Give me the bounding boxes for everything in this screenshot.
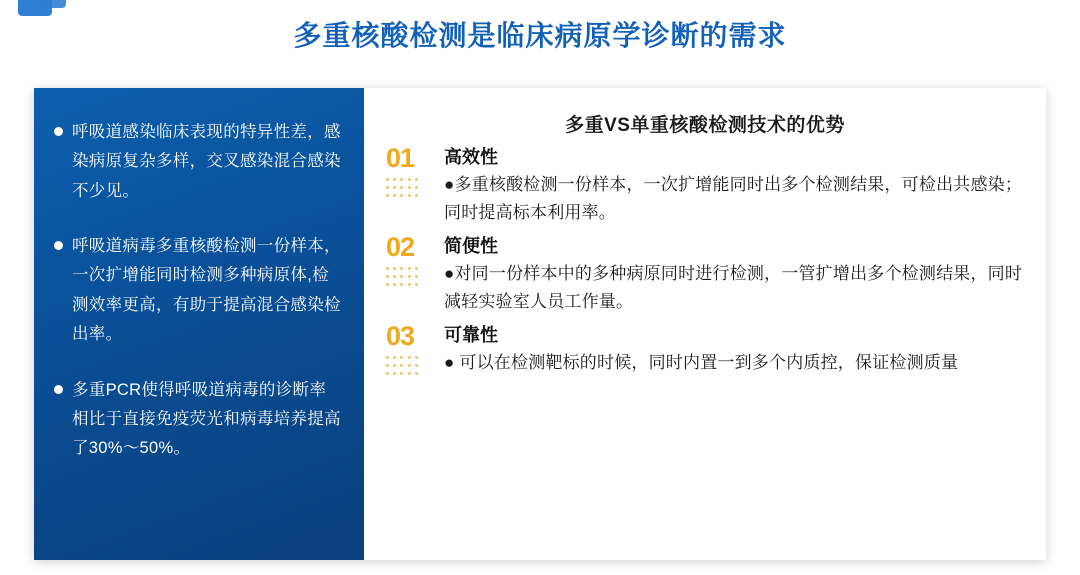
list-item [382, 232, 1028, 315]
content-card [34, 88, 1046, 560]
decorative-corner-mark-secondary [40, 0, 66, 8]
item-paragraph: ● 可以在检测靶标的时候，同时内置一到多个内质控，保证检测质量 [444, 353, 959, 373]
left-panel [34, 88, 364, 560]
dot-grid-icon [386, 178, 420, 200]
item-body [444, 232, 1028, 315]
right-panel [364, 88, 1046, 560]
item-body [444, 143, 1028, 226]
item-number-column [382, 143, 444, 200]
list-item [382, 321, 1028, 378]
dot-grid-icon [386, 356, 420, 378]
list-item [54, 232, 342, 349]
left-bullet-text: 多重PCR使得呼吸道病毒的诊断率相比于直接免疫荧光和病毒培养提高了30%～50%。 [72, 380, 341, 458]
bullet-dot-icon [54, 385, 63, 394]
item-body [444, 321, 1028, 377]
list-item [382, 143, 1028, 226]
item-number: 01 [386, 143, 415, 173]
item-number-column [382, 232, 444, 289]
list-item [54, 376, 342, 464]
page-title: 多重核酸检测是临床病原学诊断的需求 [293, 20, 787, 51]
item-number-column [382, 321, 444, 378]
item-heading: 可靠性 [444, 325, 498, 346]
dot-grid-icon [386, 267, 420, 289]
item-heading: 简便性 [444, 236, 498, 257]
bullet-dot-icon [54, 241, 63, 250]
list-item [54, 118, 342, 206]
left-bullet-text: 呼吸道感染临床表现的特异性差，感染病原复杂多样，交叉感染混合感染不少见。 [72, 123, 341, 200]
left-bullet-text: 呼吸道病毒多重核酸检测一份样本，一次扩增能同时检测多种病原体,检测效率更高，有助于提高混合感染检出率。 [72, 237, 341, 344]
item-number: 03 [386, 321, 415, 352]
item-paragraph: ●对同一份样本中的多种病原同时进行检测，一管扩增出多个检测结果，同时减轻实验室人员工作量。 [444, 264, 1023, 311]
item-heading: 高效性 [444, 147, 498, 167]
item-paragraph: ●多重核酸检测一份样本，一次扩增能同时出多个检测结果，可检出共感染；同时提高标本利用率。 [444, 175, 1023, 222]
item-number: 02 [386, 232, 415, 263]
bullet-dot-icon [54, 127, 63, 136]
right-panel-title: 多重VS单重核酸检测技术的优势 [565, 115, 845, 136]
